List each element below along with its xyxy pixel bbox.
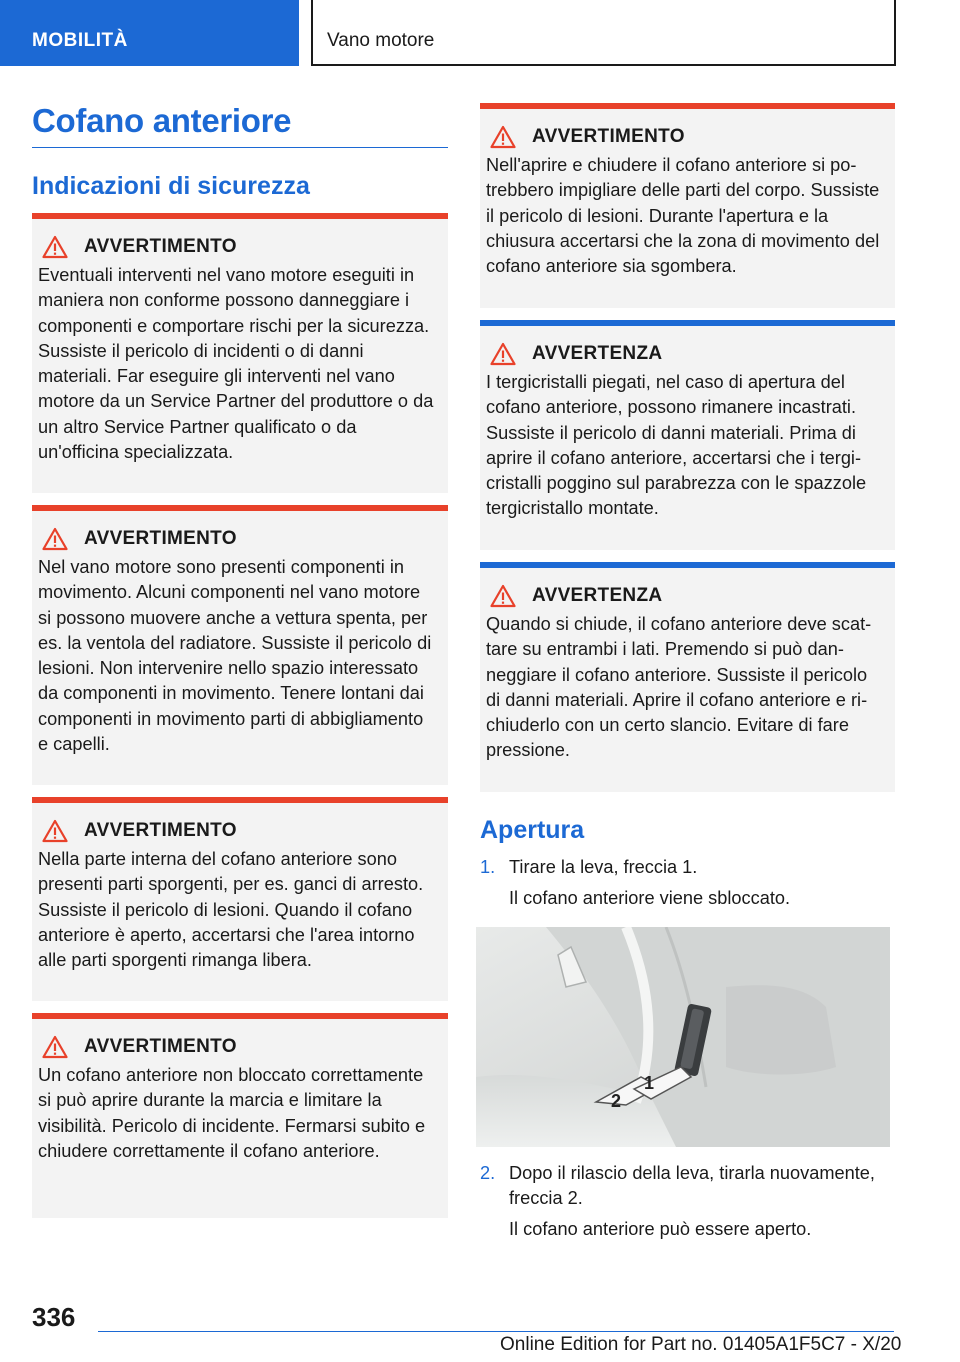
step-number: 2. — [480, 1163, 496, 1183]
warning-label: AVVERTIMENTO — [84, 1036, 237, 1057]
warning-box — [32, 1013, 448, 1218]
warning-triangle-icon — [490, 584, 516, 608]
warning-triangle-icon — [490, 125, 516, 149]
notice-label: AVVERTENZA — [532, 585, 663, 606]
section-heading-opening: Apertura — [480, 816, 585, 844]
section-heading-safety: Indicazioni di sicurezza — [32, 172, 310, 200]
warning-label: AVVERTIMENTO — [84, 528, 237, 549]
step-1 — [480, 855, 895, 915]
arrow-label-2: 2 — [611, 1091, 622, 1111]
step-instruction: Tirare la leva, freccia 1. — [509, 857, 698, 877]
warning-box — [480, 103, 895, 308]
step-2 — [480, 1161, 895, 1246]
notice-box — [480, 562, 895, 792]
warning-triangle-icon — [42, 819, 68, 843]
warning-text: Nel vano motore sono presenti componenti in movimento. Alcuni componenti nel vano motore si possono muovere anche a vettura spenta, per es. la ventola del radiatore. Sussiste il pericolo di lesioni. Non intervenire nello spazio interessato da componenti in movimento. Tenere lontani dai componenti in movimento parti di abbigliamento e capelli. — [38, 557, 432, 755]
hood-release-lever-illustration — [476, 927, 890, 1147]
page-number: 336 — [32, 1302, 76, 1332]
warning-triangle-icon — [42, 527, 68, 551]
warning-triangle-icon — [42, 235, 68, 259]
warning-text: Eventuali interventi nel vano motore eseguiti in maniera non conforme possono danneggiare i componenti e comportare rischi per la sicurezza. Sussiste il pericolo di incidenti o di danni materiali. Far eseguire gli interventi nel vano motore da un Service Partner del produttore o da un altro Service Partner qualificato o da un'officina specializzata. — [38, 265, 434, 463]
notice-text: Quando si chiude, il cofano anteriore deve scattare su entrambi i lati. Premendo si può danneggiare il cofano anteriore. Sussiste il pericolo di danni materiali. Aprire il cofano anteriore e richiuderlo con un certo slancio. Evitare di fare pressione. — [486, 614, 872, 761]
step-result: Il cofano anteriore può essere aperto. — [509, 1219, 812, 1239]
header-section-tab — [0, 0, 299, 66]
warning-label: AVVERTIMENTO — [84, 236, 237, 257]
warning-text: Nella parte interna del cofano anteriore sono presenti parti sporgenti, per es. ganci di arresto. Sussiste il pericolo di lesioni. Quando il cofano anteriore è aperto, accertarsi che l'area intorno alle parti sporgenti rimanga libera. — [38, 849, 424, 971]
step-instruction: Dopo il rilascio della leva, tirarla nuovamente, freccia 2. — [509, 1163, 875, 1209]
warning-box — [32, 505, 448, 785]
title-rule — [32, 147, 448, 148]
warning-triangle-icon — [490, 342, 516, 366]
step-result: Il cofano anteriore viene sbloccato. — [509, 888, 791, 908]
header-chapter-label: Vano motore — [327, 30, 435, 51]
header-section-label: MOBILITÀ — [32, 30, 128, 51]
warning-triangle-icon — [42, 1035, 68, 1059]
warning-box — [32, 797, 448, 1001]
notice-label: AVVERTENZA — [532, 343, 663, 364]
footer-rule — [98, 1331, 894, 1332]
notice-text: I tergicristalli piegati, nel caso di apertura del cofano anteriore, possono rimanere incastrati. Sussiste il pericolo di danni materiali. Prima di aprire il cofano anteriore, accertarsi che i tergicristalli poggino sul parabrezza con le spazzole tergicristallo montate. — [486, 372, 867, 519]
warning-label: AVVERTIMENTO — [84, 820, 237, 841]
warning-box — [32, 213, 448, 493]
warning-text: Un cofano anteriore non bloccato correttamente si può aprire durante la marcia e limitare la visibilità. Pericolo di incidente. Fermarsi subito e chiudere correttamente il cofano anteriore. — [38, 1065, 426, 1161]
page-title: Cofano anteriore — [32, 102, 292, 139]
warning-text: Nell'aprire e chiudere il cofano anteriore si potrebbero impigliare delle parti del corpo. Sussiste il pericolo di lesioni. Durante l'apertura e la chiusura accertarsi che la zona di movimento del cofano anteriore sia sgombera. — [486, 155, 880, 277]
footer-edition: Online Edition for Part no. 01405A1F5C7 - X/20 — [500, 1334, 902, 1355]
warning-label: AVVERTIMENTO — [532, 126, 685, 147]
notice-box — [480, 320, 895, 550]
step-number: 1. — [480, 857, 496, 877]
header-chapter-box — [311, 0, 896, 66]
arrow-label-1: 1 — [644, 1073, 655, 1093]
